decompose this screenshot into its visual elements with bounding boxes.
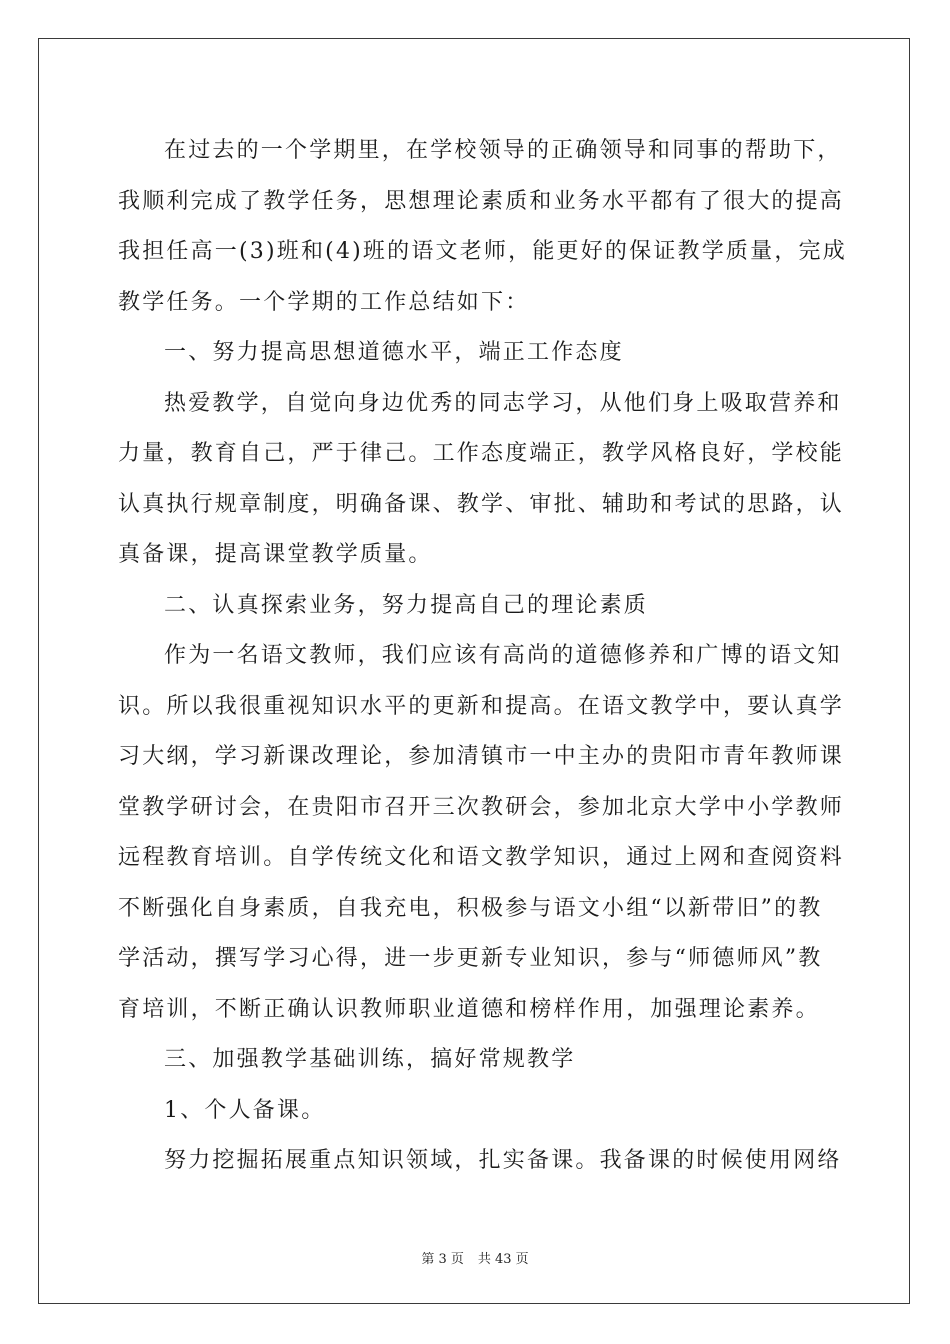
section-heading: 二、认真探索业务，努力提高自己的理论素质 xyxy=(164,592,649,618)
section-heading: 一、努力提高思想道德水平，端正工作态度 xyxy=(164,340,624,365)
text-line: 教学任务。一个学期的工作总结如下： xyxy=(118,289,530,315)
page-footer xyxy=(0,1248,950,1267)
text-line: 堂教学研讨会，在贵阳市召开三次教研会，参加北京大学中小学教师 xyxy=(118,794,845,820)
text-line: 远程教育培训。自学传统文化和语文教学知识，通过上网和查阅资料 xyxy=(118,845,845,870)
page-total: 共 43 页 xyxy=(477,1252,529,1267)
text-line: 力量，教育自己，严于律己。工作态度端正，教学风格良好，学校能 xyxy=(118,441,845,466)
text-line: 作为一名语文教师，我们应该有高尚的道德修养和广博的语文知 xyxy=(164,643,842,668)
text-line: 习大纲，学习新课改理论，参加清镇市一中主办的贵阳市青年教师课 xyxy=(118,744,845,769)
section-heading: 三、加强教学基础训练，搞好常规教学 xyxy=(164,1047,576,1072)
text-line: 真备课，提高课堂教学质量。 xyxy=(118,542,433,567)
text-line: 不断强化自身素质，自我充电，积极参与语文小组“以新带旧”的教 xyxy=(118,895,823,921)
text-line: 我顺利完成了教学任务，思想理论素质和业务水平都有了很大的提高 xyxy=(118,188,845,214)
text-line: 识。所以我很重视知识水平的更新和提高。在语文教学中，要认真学 xyxy=(118,693,845,719)
text-line: 在过去的一个学期里，在学校领导的正确领导和同事的帮助下， xyxy=(164,138,842,163)
subsection-heading: 1、个人备课。 xyxy=(164,1097,326,1123)
text-line: 学活动，撰写学习心得，进一步更新专业知识，参与“师德师风”教 xyxy=(118,946,823,971)
text-line: 育培训，不断正确认识教师职业道德和榜样作用，加强理论素养。 xyxy=(118,996,820,1022)
document-body xyxy=(118,126,847,1187)
text-line: 热爱教学，自觉向身边优秀的同志学习，从他们身上吸取营养和 xyxy=(164,390,842,416)
text-line: 努力挖掘拓展重点知识领域，扎实备课。我备课的时候使用网络 xyxy=(164,1148,842,1173)
text-line: 认真执行规章制度，明确备课、教学、审批、辅助和考试的思路，认 xyxy=(118,491,845,517)
page-number: 第 3 页 xyxy=(421,1252,464,1267)
text-line: 我担任高一(3)班和(4)班的语文老师，能更好的保证教学质量，完成 xyxy=(118,239,847,264)
